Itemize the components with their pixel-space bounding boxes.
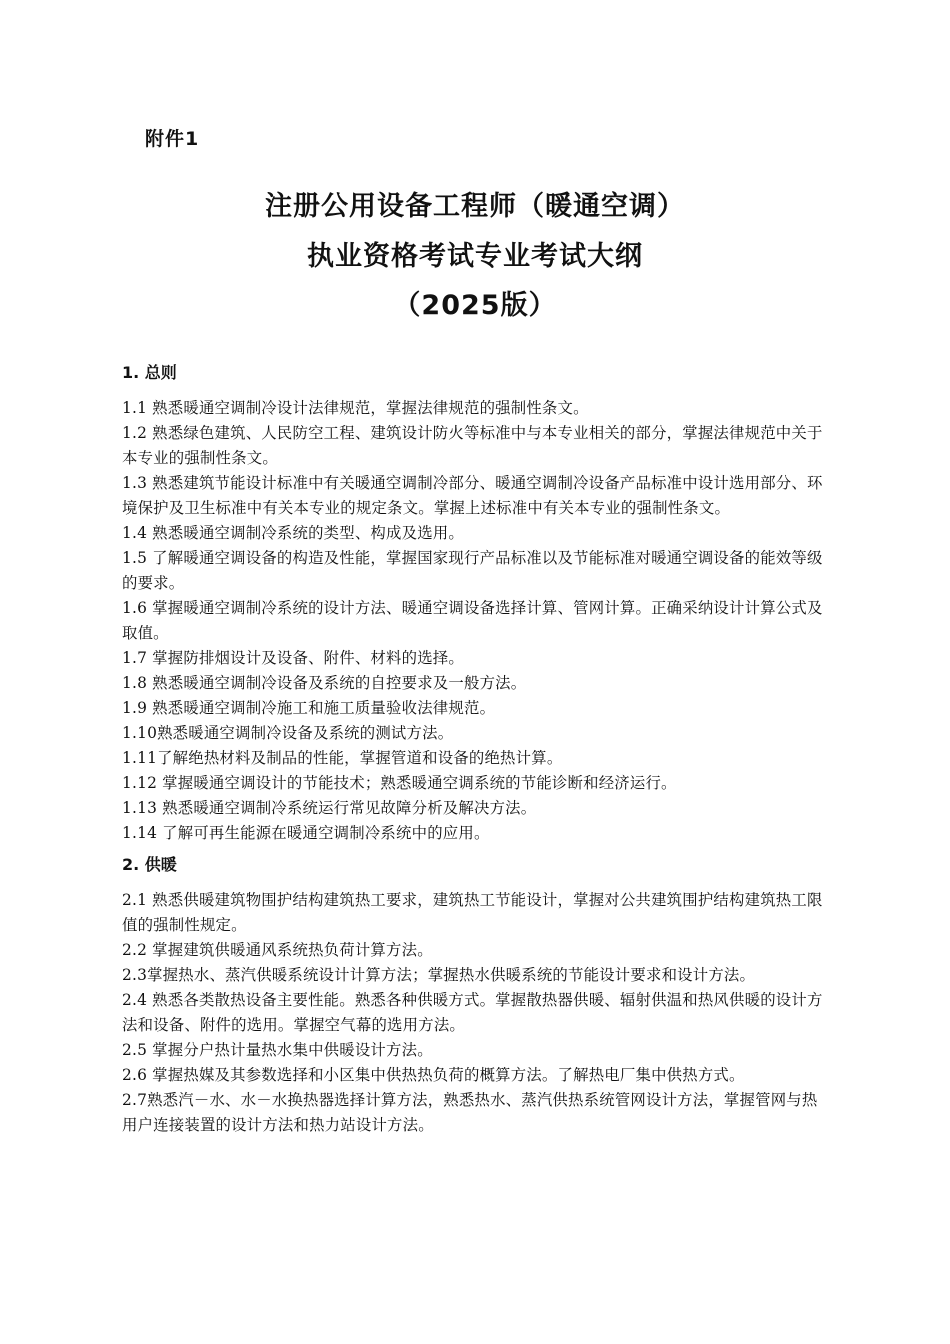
clause-1-14: 1.14 了解可再生能源在暖通空调制冷系统中的应用。	[122, 824, 490, 842]
section-heading: 2. 供暖	[122, 855, 177, 874]
clause-1-5: 1.5 了解暖通空调设备的构造及性能，掌握国家现行产品标准以及节能标准对暖通空调设备的能效等级的要求。	[122, 549, 823, 592]
clause-2-4: 2.4 熟悉各类散热设备主要性能。熟悉各种供暖方式。掌握散热器供暖、辐射供温和热风供暖的设计方法和设备、附件的选用。掌握空气幕的选用方法。	[122, 991, 823, 1034]
clause-1-6: 1.6 掌握暖通空调制冷系统的设计方法、暖通空调设备选择计算、管网计算。正确采纳设计计算公式及取值。	[122, 599, 823, 642]
document-body	[122, 360, 832, 1138]
clause-2-7: 2.7熟悉汽－水、水－水换热器选择计算方法，熟悉热水、蒸汽供热系统管网设计方法，掌握管网与热用户连接装置的设计方法和热力站设计方法。	[122, 1091, 818, 1134]
clause-2-5: 2.5 掌握分户热计量热水集中供暖设计方法。	[122, 1041, 433, 1059]
clause-1-7: 1.7 掌握防排烟设计及设备、附件、材料的选择。	[122, 649, 464, 667]
clause-2-1: 2.1 熟悉供暖建筑物围护结构建筑热工要求，建筑热工节能设计，掌握对公共建筑围护结构建筑热工限值的强制性规定。	[122, 891, 823, 934]
document-title-line-3: （2025版）	[393, 290, 557, 321]
clause-2-3: 2.3掌握热水、蒸汽供暖系统设计计算方法；掌握热水供暖系统的节能设计要求和设计方法。	[122, 966, 756, 984]
clause-1-2: 1.2 熟悉绿色建筑、人民防空工程、建筑设计防火等标准中与本专业相关的部分，掌握法律规范中关于本专业的强制性条文。	[122, 424, 823, 467]
clause-1-4: 1.4 熟悉暖通空调制冷系统的类型、构成及选用。	[122, 524, 464, 542]
attachment-label: 附件1	[145, 128, 200, 150]
section-heading: 1. 总则	[122, 363, 177, 382]
clause-1-9: 1.9 熟悉暖通空调制冷施工和施工质量验收法律规范。	[122, 699, 496, 717]
clause-2-2: 2.2 掌握建筑供暖通风系统热负荷计算方法。	[122, 941, 433, 959]
clause-1-8: 1.8 熟悉暖通空调制冷设备及系统的自控要求及一般方法。	[122, 674, 527, 692]
clause-1-11: 1.11了解绝热材料及制品的性能，掌握管道和设备的绝热计算。	[122, 749, 563, 767]
clause-1-10: 1.10熟悉暖通空调制冷设备及系统的测试方法。	[122, 724, 454, 742]
section-heating	[122, 852, 832, 1138]
document-title-line-2: 执业资格考试专业考试大纲	[307, 241, 643, 272]
section-general	[122, 360, 832, 846]
clause-1-13: 1.13 熟悉暖通空调制冷系统运行常见故障分析及解决方法。	[122, 799, 537, 817]
clause-2-6: 2.6 掌握热媒及其参数选择和小区集中供热热负荷的概算方法。了解热电厂集中供热方式。	[122, 1066, 745, 1084]
document-title-line-1: 注册公用设备工程师（暖通空调）	[265, 191, 685, 222]
clause-1-3: 1.3 熟悉建筑节能设计标准中有关暖通空调制冷部分、暖通空调制冷设备产品标准中设计选用部分、环境保护及卫生标准中有关本专业的规定条文。掌握上述标准中有关本专业的强制性条文。	[122, 474, 823, 517]
clause-1-12: 1.12 掌握暖通空调设计的节能技术；熟悉暖通空调系统的节能诊断和经济运行。	[122, 774, 677, 792]
clause-1-1: 1.1 熟悉暖通空调制冷设计法律规范，掌握法律规范的强制性条文。	[122, 399, 589, 417]
